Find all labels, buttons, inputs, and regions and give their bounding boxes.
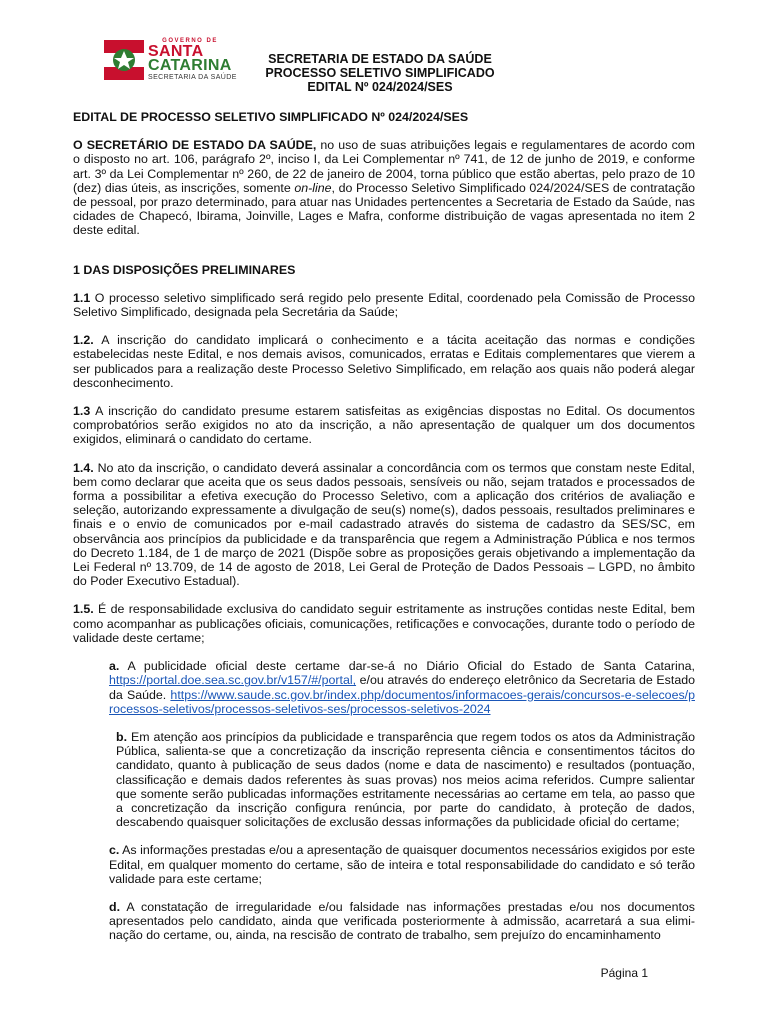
section-1-title: 1 DAS DISPOSIÇÕES PRELIMINARES bbox=[73, 262, 296, 277]
doe-portal-link[interactable]: https://portal.doe.sea.sc.gov.br/v157/#/portal, bbox=[109, 673, 357, 688]
logo-catarina: CATARINA bbox=[148, 57, 232, 74]
item-1-1: 1.1 O processo seletivo simplificado será regido pelo presente Edital, coordenado pela Comissão de Processo Seletivo Simplificado, designada pela Secretária da Saúde; bbox=[73, 290, 695, 320]
item-1-3: 1.3 A inscrição do candidato presume estarem satisfeitas as exigências dispostas no Edital. Os documentos comprobatórios serão exigidos no ato da inscrição, a não apresentação de qualquer um dos documentos exigidos, eliminará o candidato do certame. bbox=[73, 404, 695, 447]
santa-catarina-flag-icon bbox=[104, 40, 144, 80]
item-1-2: 1.2. A inscrição do candidato implicará o conhecimento e a tácita aceitação das normas e condições estabelecidas neste Edital, e nos demais avisos, comunicados, erratas e Editais complementares que vierem a ser publicados para a realização deste Processo Seletivo Simplificado, em relação aos quais não poderá alegar desconhecimento. bbox=[73, 333, 695, 390]
intro-italic: on-line bbox=[294, 180, 332, 195]
saude-portal-link[interactable]: https://www.saude.sc.gov.br/index.php/documentos/informacoes-gerais/concursos-e-selecoes/processos-seletivos/processos-seletivos-ses/processos-seletivos-2024 bbox=[109, 687, 695, 716]
edital-title: EDITAL DE PROCESSO SELETIVO SIMPLIFICADO Nº 024/2024/SES bbox=[73, 110, 469, 124]
header-line-2: PROCESSO SELETIVO SIMPLIFICADO bbox=[265, 66, 495, 80]
header-line-3: EDITAL Nº 024/2024/SES bbox=[307, 80, 453, 94]
document-body bbox=[73, 110, 695, 943]
intro-bold: O SECRETÁRIO DE ESTADO DA SAÚDE, bbox=[73, 138, 317, 153]
intro-paragraph: O SECRETÁRIO DE ESTADO DA SAÚDE, no uso de suas atribuições legais e regulamentares de acordo com o disposto no art. 106, parágrafo 2º, inciso I, da Lei Complementar nº 741, de 12 de junho de 2019, e conforme art. 3º da Lei Complementar nº 260, de 22 de janeiro de 2004, torna público que estão abertas, pelo prazo de 10 (dez) dias úteis, as inscrições, somente on-line, do Processo Seletivo Simplificado 024/2024/SES de contratação de pessoal, por prazo determinado, para atuar nas Unidades pertencentes a Secretaria de Estado da Saúde, nas cidades de Chapecó, Ibirama, Joinville, Lages e Mafra, conforme distribuição de vagas apresentada no item 2 deste edital. bbox=[73, 138, 696, 238]
sub-item-d: d. A constatação de irregularidade e/ou falsidade nas informações prestadas e/ou nos documentos apresentados pelo candidato, ainda que verificada posteriormente à admissão, acarretará a sua eliminação do certame, ou, ainda, na rescisão de contrato de trabalho, sem prejuízo do encaminhamento bbox=[109, 899, 695, 943]
sub-item-b: b. Em atenção aos princípios da publicidade e transparência que regem todos os atos da Administração Pública, salienta-se que a concretização da inscrição representa ciência e consentimentos tácitos do candidato, quanto à publicação de seus dados (nome e data de nascimento) e resultados (pontuação, classificação e demais dados referentes às suas provas) nos meios acima referidos. Cumpre salientar que somente serão publicadas informações estritamente necessárias ao certame em tela, ao passo que a concretização da inscrição configura renúncia, por parte do candidato, à proteção de dados, descabendo quaisquer solicitações de exclusão dessas informações da publicidade oficial do certame; bbox=[116, 729, 695, 830]
header-line-1: SECRETARIA DE ESTADO DA SAÚDE bbox=[268, 52, 492, 66]
document-header bbox=[220, 52, 540, 94]
page-number: Página 1 bbox=[600, 966, 648, 980]
sub-item-c: c. As informações prestadas e/ou a apresentação de quaisquer documentos necessários exigidos por este Edital, em qualquer momento do certame, são de inteira e total responsabilidade do candidato e só terão validade para este certame; bbox=[109, 843, 695, 886]
logo-santa: SANTA bbox=[148, 43, 204, 60]
logo-gov-label: GOVERNO DE bbox=[162, 38, 218, 44]
sub-item-a: a. A publicidade oficial deste certame dar-se-á no Diário Oficial do Estado de Santa Catarina, https://portal.doe.sea.sc.gov.br/v157/#/portal, e/ou através do endereço eletrônico da Secretaria de Estado da Saúde. https://www.saude.sc.gov.br/index.php/documentos/informacoes-gerais/concursos-e-selecoes/processos-seletivos/processos-seletivos-ses/processos-seletivos-2024 bbox=[109, 659, 695, 716]
item-1-4: 1.4. No ato da inscrição, o candidato deverá assinalar a concordância com os termos que constam neste Edital, bem como declarar que aceita que os seus dados pessoais, sensíveis ou não, sejam tratados e processados de forma a possibilitar a efetiva execução do Processo Seletivo, com a aplicação dos critérios de avaliação e seleção, autorizando expressamente a divulgação de seu(s) nome(s), dados pessoais, resultados preliminares e finais e o envio de comunicados por e-mail cadastrado através do sistema de cadastro da SES/SC, em observância aos princípios da publicidade e da transparência que regem a Administração Pública e nos termos do Decreto 1.184, de 1 de março de 2021 (Dispõe sobre as proposições gerais objetivando a implementação da Lei Federal nº 13.709, de 14 de agosto de 2018, Lei Geral de Proteção de Dados Pessoais – LGPD, no âmbito do Poder Executivo Estadual). bbox=[73, 460, 695, 589]
logo-secretaria: SECRETARIA DA SAÚDE bbox=[148, 74, 237, 81]
item-1-5: 1.5. É de responsabilidade exclusiva do candidato seguir estritamente as instruções contidas neste Edital, bem como acompanhar as publicações oficiais, comunicações, retificações e convocações, durante todo o período de validade deste certame; bbox=[73, 602, 695, 645]
